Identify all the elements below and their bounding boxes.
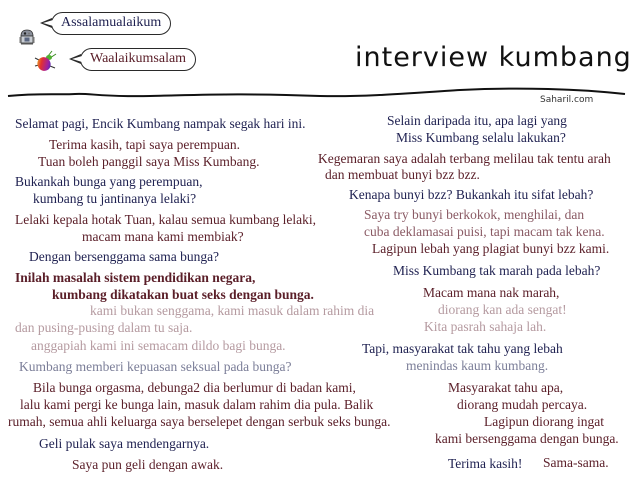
dialogue-line: Bila bunga orgasma, debunga2 dia berlumur di badan kami, <box>33 380 356 395</box>
dialogue-line: diorang mudah percaya. <box>457 397 588 412</box>
dialogue-line: Geli pulak saya mendengarnya. <box>39 436 210 451</box>
dialogue-line: Lagipun diorang ingat <box>484 414 604 429</box>
dialogue-line: lalu kami pergi ke bunga lain, masuk dalam rahim dia pula. Balik <box>20 397 374 412</box>
dialogue-line: dan pusing-pusing dalam tu saja. <box>15 320 193 335</box>
dialogue-line: Masyarakat tahu apa, <box>448 380 564 395</box>
dialogue-line: Miss Kumbang tak marah pada lebah? <box>393 263 601 278</box>
dialogue-line: Terima kasih! <box>448 456 523 471</box>
dialogue-line: kumbang dikatakan buat seks dengan bunga. <box>52 287 314 302</box>
dialogue-line: rumah, semua ahli keluarga saya berselepet dengan serbuk seks bunga. <box>8 414 391 429</box>
dialogue-line: Tuan boleh panggil saya Miss Kumbang. <box>38 154 260 169</box>
dialogue-line: Terima kasih, tapi saya perempuan. <box>49 137 240 152</box>
dialogue-line: Selain daripada itu, apa lagi yang <box>387 113 567 128</box>
greeting-bubble-bee <box>80 48 196 71</box>
greeting-bubble-interviewer <box>51 12 171 35</box>
dialogue-line: kami bukan senggama, kami masuk dalam rahim dia <box>90 303 375 318</box>
dialogue-line: dan membuat bunyi bzz bzz. <box>325 167 480 182</box>
dialogue-line: Kumbang memberi kepuasan seksual pada bunga? <box>19 359 292 374</box>
dialogue-line: Lelaki kepala hotak Tuan, kalau semua kumbang lelaki, <box>15 212 317 227</box>
dialogue-line: Bukankah bunga yang perempuan, <box>15 174 203 189</box>
dialogue-line: Kenapa bunyi bzz? Bukankah itu sifat lebah? <box>349 187 594 202</box>
dialogue-line: kami bersenggama dengan bunga. <box>435 431 619 446</box>
dialogue-line: diorang kan ada sengat! <box>438 302 567 317</box>
dialogue-line: Lagipun lebah yang plagiat bunyi bzz kami. <box>372 241 610 256</box>
dialogue-line: anggapiah kami ini semacam dildo bagi bunga. <box>31 338 286 353</box>
beetle-icon <box>34 50 58 74</box>
dialogue-line: Tapi, masyarakat tak tahu yang lebah <box>362 341 563 356</box>
dialogue-line: Selamat pagi, Encik Kumbang nampak segak hari ini. <box>15 116 306 131</box>
dialogue-line: cuba deklamasai puisi, tapi macam tak kena. <box>364 224 605 239</box>
greeting-bee: Waalaikumsalam <box>90 51 187 66</box>
page-title: interview kumbang <box>355 42 632 73</box>
dialogue-line: Inilah masalah sistem pendidikan negara, <box>15 270 256 285</box>
dialogue-line: kumbang tu jantinanya lelaki? <box>33 191 197 206</box>
greeting-interviewer: Assalamualaikum <box>61 15 162 30</box>
robot-icon <box>18 28 36 46</box>
dialogue-line: Miss Kumbang selalu lakukan? <box>396 130 566 145</box>
dialogue-line: macam mana kami membiak? <box>82 229 244 244</box>
dialogue-line: Saya pun geli dengan awak. <box>72 457 224 472</box>
dialogue-line: Kita pasrah sahaja lah. <box>424 319 547 334</box>
dialogue-line: menindas kaum kumbang. <box>406 358 549 373</box>
dialogue-line: Macam mana nak marah, <box>423 285 560 300</box>
dialogue-line: Sama-sama. <box>543 455 609 470</box>
credit-text: Saharil.com <box>540 95 594 105</box>
dialogue-line: Saya try bunyi berkokok, menghilai, dan <box>364 207 585 222</box>
dialogue-line: Kegemaran saya adalah terbang melilau tak tentu arah <box>318 151 611 166</box>
dialogue-line: Dengan bersenggama sama bunga? <box>29 249 220 264</box>
